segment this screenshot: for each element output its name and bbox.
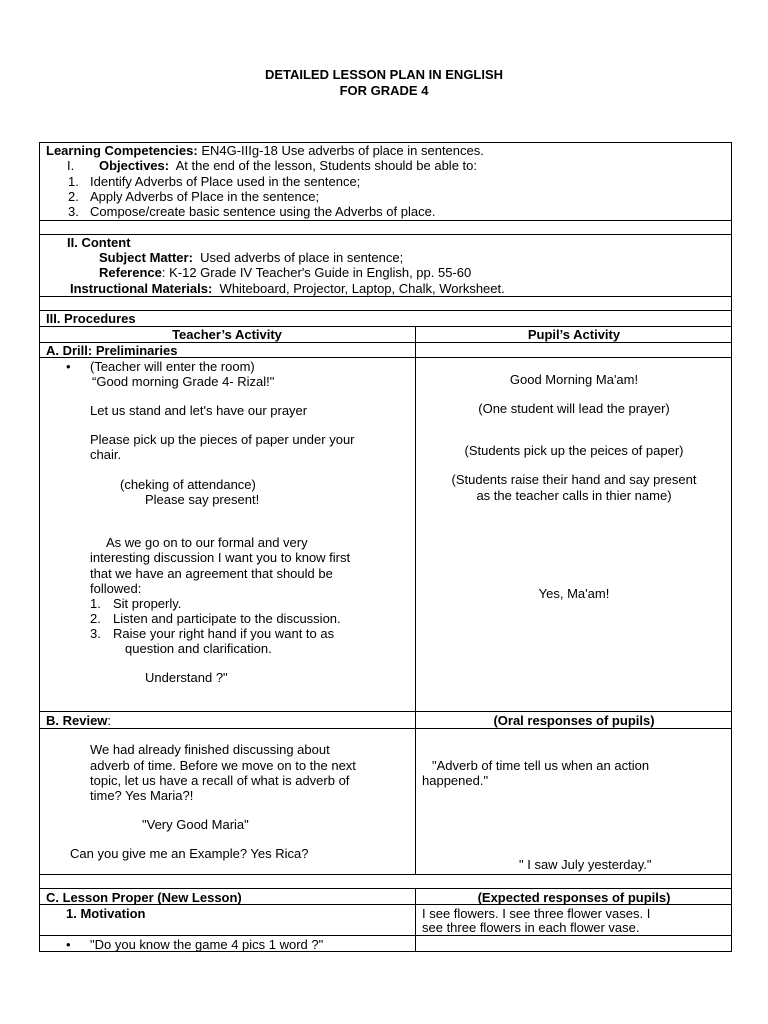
review-pupil-header: (Oral responses of pupils) <box>493 713 655 728</box>
pupil-line: "Adverb of time tell us when an action <box>432 758 650 773</box>
subject-matter-text: Used adverbs of place in sentence; <box>200 250 404 265</box>
teacher-line: adverb of time. Before we move on to the next <box>90 758 356 773</box>
content-heading: II. Content <box>67 235 131 250</box>
row-divider <box>39 935 732 936</box>
pupil-line: (Students pick up the peices of paper) <box>464 443 684 458</box>
teacher-line: chair. <box>90 447 122 462</box>
teacher-line: Understand ?" <box>145 670 228 685</box>
rule-item: Listen and participate to the discussion. <box>113 611 341 626</box>
row-divider <box>39 874 732 875</box>
pupil-line: (One student will lead the prayer) <box>478 401 670 416</box>
competency-label: Learning Competencies: <box>46 143 198 158</box>
rule-item: Raise your right hand if you want to as <box>113 626 335 641</box>
competency-text: EN4G-IIIg-18 Use adverbs of place in sentences. <box>201 143 484 158</box>
rule-item: Sit properly. <box>113 596 182 611</box>
teacher-line: "Very Good Maria" <box>142 817 249 832</box>
teacher-activity-header: Teacher’s Activity <box>172 327 282 342</box>
teacher-line: interesting discussion I want you to know first <box>90 550 351 565</box>
rule-number: 1. <box>90 596 101 611</box>
pupil-line: (Students raise their hand and say present <box>451 472 697 487</box>
objectives-label: Objectives: <box>99 158 170 173</box>
subject-matter <box>99 250 403 265</box>
bullet-icon: • <box>66 359 71 374</box>
row-divider <box>39 888 732 889</box>
rule-number: 2. <box>90 611 101 626</box>
row-divider <box>39 234 732 235</box>
pupil-line: Good Morning Ma'am! <box>509 372 639 387</box>
objectives-text: At the end of the lesson, Students should be able to: <box>175 158 477 173</box>
teacher-line: topic, let us have a recall of what is adverb of <box>90 773 350 788</box>
bullet-icon: • <box>66 937 71 952</box>
teacher-line: (cheking of attendance) <box>120 477 256 492</box>
learning-competencies <box>46 143 484 158</box>
teacher-line: that we have an agreement that should be <box>90 566 333 581</box>
pupil-line: I see flowers. I see three flower vases. I <box>422 906 651 921</box>
review-colon: : <box>107 713 112 728</box>
drill-heading: A. Drill: Preliminaries <box>46 343 178 358</box>
pupil-line: Yes, Ma'am! <box>538 586 610 601</box>
objectives-numeral: I. <box>67 158 75 173</box>
objective-number: 3. <box>68 204 79 219</box>
document-subtitle: FOR GRADE 4 <box>339 83 429 98</box>
objective-item: Compose/create basic sentence using the Adverbs of place. <box>90 204 436 219</box>
row-divider <box>39 220 732 221</box>
teacher-line: Let us stand and let's have our prayer <box>90 403 308 418</box>
lesson-pupil-header: (Expected responses of pupils) <box>477 890 671 905</box>
materials-label: Instructional Materials: <box>70 281 213 296</box>
teacher-line: followed: <box>90 581 142 596</box>
document-title: DETAILED LESSON PLAN IN ENGLISH <box>264 67 504 82</box>
objective-item: Apply Adverbs of Place in the sentence; <box>90 189 320 204</box>
pupil-activity-header: Pupil’s Activity <box>527 327 621 342</box>
teacher-line: As we go on to our formal and very <box>106 535 308 550</box>
pupil-line: " I saw July yesterday." <box>519 857 652 872</box>
row-divider <box>39 711 732 712</box>
teacher-line: time? Yes Maria?! <box>90 788 194 803</box>
pupil-line: happened." <box>422 773 489 788</box>
rule-number: 3. <box>90 626 101 641</box>
objectives-heading <box>99 158 477 173</box>
materials-text: Whiteboard, Projector, Laptop, Chalk, Worksheet. <box>219 281 505 296</box>
teacher-line: Can you give me an Example? Yes Rica? <box>70 846 309 861</box>
row-divider <box>39 296 732 297</box>
pupil-line: see three flowers in each flower vase. <box>422 920 640 935</box>
teacher-line: (Teacher will enter the room) <box>90 359 255 374</box>
reference-label: Reference <box>99 265 162 280</box>
row-divider <box>39 310 732 311</box>
objective-number: 2. <box>68 189 79 204</box>
teacher-line: Please pick up the pieces of paper under your <box>90 432 355 447</box>
teacher-line: "Do you know the game 4 pics 1 word ?" <box>90 937 324 952</box>
objective-item: Identify Adverbs of Place used in the sentence; <box>90 174 361 189</box>
pupil-line: as the teacher calls in thier name) <box>476 488 672 503</box>
lesson-proper-heading: C. Lesson Proper (New Lesson) <box>46 890 242 905</box>
reference <box>99 265 471 280</box>
procedures-heading: III. Procedures <box>46 311 136 326</box>
teacher-line: “Good morning Grade 4- Rizal!" <box>92 374 275 389</box>
teacher-line: Please say present! <box>145 492 260 507</box>
instructional-materials <box>70 281 505 296</box>
reference-text: : K-12 Grade IV Teacher's Guide in English, pp. 55-60 <box>161 265 472 280</box>
subject-matter-label: Subject Matter: <box>99 250 193 265</box>
teacher-line: We had already finished discussing about <box>90 742 330 757</box>
review-label: B. Review <box>46 713 108 728</box>
review-heading <box>46 713 111 728</box>
motivation-heading: 1. Motivation <box>66 906 146 921</box>
objective-number: 1. <box>68 174 79 189</box>
column-divider <box>415 711 416 874</box>
row-divider <box>39 728 732 729</box>
rule-item-continued: question and clarification. <box>125 641 272 656</box>
